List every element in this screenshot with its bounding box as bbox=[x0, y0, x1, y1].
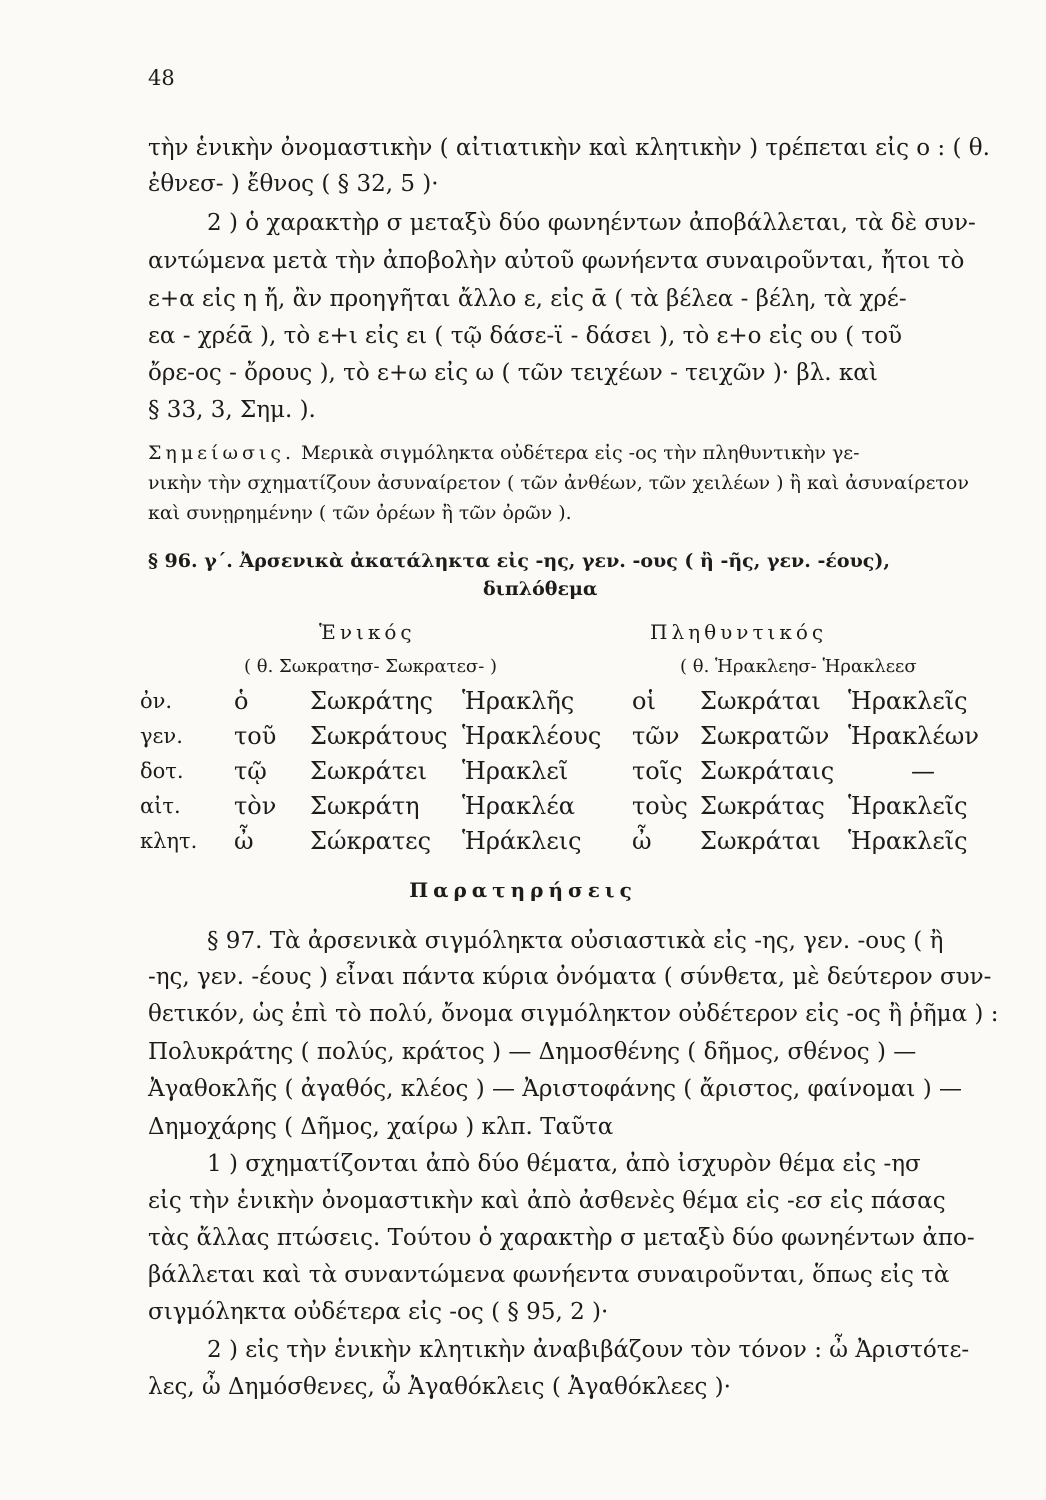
text-line: τὰς ἄλλας πτώσεις. Τούτου ὁ χαρακτὴρ σ μεταξὺ δύο φωνηέντων ἀπο- bbox=[148, 1225, 975, 1251]
text-line: τὴν ἑνικὴν ὀνομαστικὴν ( αἰτιατικὴν καὶ κλητικὴν ) τρέπεται εἰς ο : ( θ. bbox=[148, 135, 990, 161]
article-singular: τὸν bbox=[234, 791, 277, 820]
singular-heading: Ἑνικός bbox=[319, 620, 416, 644]
text-line: 1 ) σχηματίζονται ἀπὸ δύο θέματα, ἀπὸ ἰσχυρὸν θέμα εἰς -ησ bbox=[207, 1151, 921, 1177]
socrates-singular: Σώκρατες bbox=[310, 826, 432, 855]
socrates-plural: Σωκράτας bbox=[700, 791, 825, 820]
note-line: καὶ συνῃρημένην ( τῶν ὀρέων ἢ τῶν ὀρῶν ). bbox=[148, 502, 572, 524]
heracles-plural: Ἡρακλεῖς bbox=[848, 826, 968, 855]
singular-stems: ( θ. Σωκρατησ- Σωκρατεσ- ) bbox=[244, 656, 498, 677]
observations-heading: Παρατηρήσεις bbox=[409, 878, 637, 902]
heracles-singular: Ἡρακλεῖ bbox=[462, 756, 569, 785]
text-line: ἐθνεσ- ) ἔθνος ( § 32, 5 )· bbox=[148, 171, 439, 197]
text-line: 2 ) ὁ χαρακτὴρ σ μεταξὺ δύο φωνηέντων ἀποβάλλεται, τὰ δὲ συν- bbox=[207, 210, 976, 236]
declension-table bbox=[140, 683, 998, 858]
note-label: Σημείωσις. bbox=[148, 442, 296, 464]
text-line: 2 ) εἰς τὴν ἑνικὴν κλητικὴν ἀναβιβάζουν τὸν τόνον : ὦ Ἀριστότε- bbox=[207, 1337, 970, 1363]
text-line: § 33, 3, Σημ. ). bbox=[148, 397, 316, 423]
text-line: ὄρε-ος - ὄρους ), τὸ ε+ω εἰς ω ( τῶν τειχέων - τειχῶν )· βλ. καὶ bbox=[148, 360, 878, 386]
heracles-singular: Ἡρακλέους bbox=[462, 721, 602, 750]
plural-stems: ( θ. Ἡρακλεησ- Ἡρακλεεσ bbox=[680, 656, 917, 677]
case-label: αἰτ. bbox=[140, 793, 181, 818]
article-plural: ὦ bbox=[632, 826, 652, 855]
article-singular: τοῦ bbox=[234, 721, 277, 750]
text-line: αντώμενα μετὰ τὴν ἀποβολὴν αὐτοῦ φωνήεντα συναιροῦνται, ἤτοι τὸ bbox=[148, 248, 965, 274]
page-number: 48 bbox=[148, 66, 175, 90]
section-96-heading: § 96. γ΄. Ἀρσενικὰ ἀκατάληκτα εἰς -ης, γεν. -ους ( ἢ -ῆς, γεν. -έους), bbox=[148, 550, 890, 572]
text-line: Πολυκράτης ( πολύς, κράτος ) — Δημοσθένης ( δῆμος, σθένος ) — bbox=[148, 1039, 917, 1065]
heracles-plural: Ἡρακλεῖς bbox=[848, 686, 968, 715]
case-label: κλητ. bbox=[140, 828, 198, 853]
socrates-plural: Σωκράται bbox=[700, 826, 821, 855]
text-line: -ης, γεν. -έους ) εἶναι πάντα κύρια ὀνόματα ( σύνθετα, μὲ δεύτερον συν- bbox=[148, 964, 992, 990]
article-singular: ὦ bbox=[234, 826, 254, 855]
heracles-singular: Ἡρακλῆς bbox=[462, 686, 575, 715]
heracles-singular: Ἡρακλέα bbox=[462, 791, 575, 820]
case-label: δοτ. bbox=[140, 758, 184, 783]
heracles-plural: Ἡρακλέων bbox=[848, 721, 979, 750]
table-row bbox=[140, 753, 998, 788]
text-line: εα - χρέᾱ ), τὸ ε+ι εἰς ει ( τῷ δάσε-ϊ - δάσει ), τὸ ε+ο εἰς ου ( τοῦ bbox=[148, 323, 902, 349]
text-line: Δημοχάρης ( Δῆμος, χαίρω ) κλπ. Ταῦτα bbox=[148, 1114, 614, 1140]
article-plural: τῶν bbox=[632, 721, 680, 750]
plural-heading: Πληθυντικός bbox=[650, 620, 828, 644]
note-line: νικὴν τὴν σχηματίζουν ἀσυναίρετον ( τῶν ἀνθέων, τῶν χειλέων ) ἢ καὶ ἀσυναίρετον bbox=[148, 472, 969, 494]
text-line: λες, ὦ Δημόσθενες, ὦ Ἀγαθόκλεις ( Ἀγαθόκλεες )· bbox=[148, 1374, 731, 1400]
socrates-plural: Σωκρατῶν bbox=[700, 721, 830, 750]
heracles-singular: Ἡράκλεις bbox=[462, 826, 582, 855]
socrates-plural: Σωκράται bbox=[700, 686, 821, 715]
text-line: ε+α εἰς η ἤ, ἂν προηγῆται ἄλλο ε, εἰς ᾱ ( τὰ βέλεα - βέλη, τὰ χρέ- bbox=[148, 286, 907, 312]
article-singular: ὁ bbox=[234, 686, 249, 715]
article-plural: τοῖς bbox=[632, 756, 683, 785]
section-96-subheading: διπλόθεμα bbox=[483, 578, 598, 600]
socrates-singular: Σωκράτη bbox=[310, 791, 420, 820]
article-plural: τοὺς bbox=[632, 791, 688, 820]
table-row bbox=[140, 718, 998, 753]
article-singular: τῷ bbox=[234, 756, 267, 785]
socrates-singular: Σωκράτους bbox=[310, 721, 448, 750]
socrates-plural: Σωκράταις bbox=[700, 756, 835, 785]
table-row bbox=[140, 683, 998, 718]
case-label: γεν. bbox=[140, 723, 183, 748]
heracles-plural: Ἡρακλεῖς bbox=[848, 791, 968, 820]
text-line: σιγμόληκτα οὐδέτερα εἰς -ος ( § 95, 2 )· bbox=[148, 1299, 609, 1325]
text-line: Ἀγαθοκλῆς ( ἀγαθός, κλέος ) — Ἀριστοφάνης ( ἄριστος, φαίνομαι ) — bbox=[148, 1076, 963, 1102]
heracles-plural: — bbox=[911, 756, 935, 785]
table-row bbox=[140, 823, 998, 858]
socrates-singular: Σωκράτης bbox=[310, 686, 433, 715]
case-label: ὀν. bbox=[140, 688, 173, 713]
socrates-singular: Σωκράτει bbox=[310, 756, 427, 785]
note-text: Μερικὰ σιγμόληκτα οὐδέτερα εἰς -ος τὴν πληθυντικὴν γε- bbox=[301, 442, 860, 464]
text-line: βάλλεται καὶ τὰ συναντώμενα φωνήεντα συναιροῦνται, ὅπως εἰς τὰ bbox=[148, 1262, 950, 1288]
text-line: § 97. Τὰ ἀρσενικὰ σιγμόληκτα οὐσιαστικὰ εἰς -ης, γεν. -ους ( ἢ bbox=[207, 928, 944, 954]
note-first-line bbox=[148, 444, 860, 463]
text-line: εἰς τὴν ἑνικὴν ὀνομαστικὴν καὶ ἀπὸ ἀσθενὲς θέμα εἰς -εσ εἰς πάσας bbox=[148, 1188, 946, 1214]
article-plural: οἱ bbox=[632, 686, 656, 715]
table-row bbox=[140, 788, 998, 823]
text-line: θετικόν, ὡς ἐπὶ τὸ πολύ, ὄνομα σιγμόληκτον οὐδέτερον εἰς -ος ἢ ῥῆμα ) : bbox=[148, 1001, 999, 1027]
